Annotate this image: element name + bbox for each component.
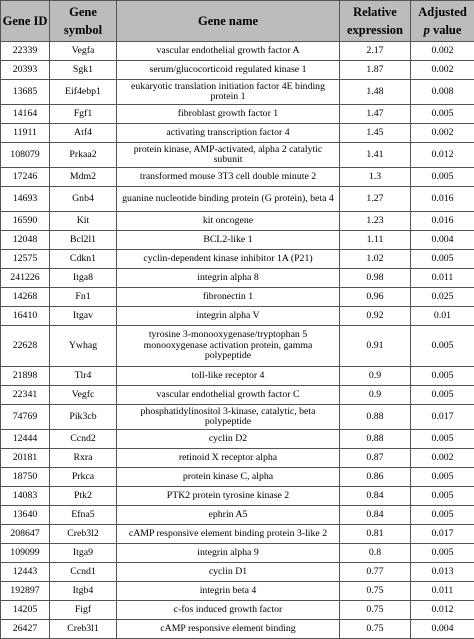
table-row (1, 563, 474, 582)
table-row (1, 168, 474, 187)
cell-gene-id: 17246 (1, 168, 50, 187)
cell-gene-id: 241226 (1, 269, 50, 288)
cell-adjusted-p-value: 0.017 (411, 525, 474, 544)
cell-gene-symbol: Prkaa2 (50, 143, 117, 168)
cell-gene-name: toll-like receptor 4 (117, 367, 340, 386)
cell-gene-id: 20181 (1, 449, 50, 468)
cell-relative-expression: 1.11 (340, 231, 411, 250)
header-row (1, 1, 474, 42)
cell-adjusted-p-value: 0.016 (411, 187, 474, 212)
cell-gene-symbol: Fgf1 (50, 105, 117, 124)
cell-adjusted-p-value: 0.013 (411, 563, 474, 582)
cell-gene-symbol: Fn1 (50, 288, 117, 307)
cell-relative-expression: 0.96 (340, 288, 411, 307)
table-row (1, 269, 474, 288)
cell-gene-id: 12048 (1, 231, 50, 250)
cell-adjusted-p-value: 0.025 (411, 288, 474, 307)
cell-gene-name: fibroblast growth factor 1 (117, 105, 340, 124)
cell-adjusted-p-value: 0.005 (411, 367, 474, 386)
cell-gene-name: retinoid X receptor alpha (117, 449, 340, 468)
cell-adjusted-p-value: 0.002 (411, 42, 474, 61)
cell-gene-id: 208647 (1, 525, 50, 544)
cell-gene-name: phosphatidylinositol 3-kinase, catalytic, beta polypeptide (117, 405, 340, 430)
cell-gene-name: cyclin D2 (117, 430, 340, 449)
cell-adjusted-p-value: 0.008 (411, 80, 474, 105)
cell-gene-symbol: Gnb4 (50, 187, 117, 212)
header-gene-symbol: Gene symbol (50, 1, 117, 42)
cell-gene-name: cyclin D1 (117, 563, 340, 582)
cell-relative-expression: 1.87 (340, 61, 411, 80)
cell-gene-id: 12575 (1, 250, 50, 269)
cell-gene-id: 18750 (1, 468, 50, 487)
cell-gene-id: 11911 (1, 124, 50, 143)
cell-adjusted-p-value: 0.002 (411, 61, 474, 80)
cell-gene-name: transformed mouse 3T3 cell double minute 2 (117, 168, 340, 187)
table-row (1, 307, 474, 326)
cell-relative-expression: 0.81 (340, 525, 411, 544)
cell-relative-expression: 1.48 (340, 80, 411, 105)
cell-gene-symbol: Bcl2l1 (50, 231, 117, 250)
cell-gene-symbol: Prkca (50, 468, 117, 487)
table-row (1, 525, 474, 544)
cell-gene-symbol: Itga9 (50, 544, 117, 563)
table-row (1, 288, 474, 307)
table-row (1, 386, 474, 405)
cell-relative-expression: 1.02 (340, 250, 411, 269)
cell-gene-name: protein kinase C, alpha (117, 468, 340, 487)
cell-gene-name: kit oncogene (117, 212, 340, 231)
cell-gene-id: 14693 (1, 187, 50, 212)
table-row (1, 212, 474, 231)
cell-relative-expression: 0.75 (340, 601, 411, 620)
cell-adjusted-p-value: 0.005 (411, 468, 474, 487)
cell-gene-name: integrin alpha 8 (117, 269, 340, 288)
cell-gene-id: 12443 (1, 563, 50, 582)
cell-gene-id: 14205 (1, 601, 50, 620)
header-relative-expression: Relative expression (340, 1, 411, 42)
cell-gene-name: cyclin-dependent kinase inhibitor 1A (P21) (117, 250, 340, 269)
cell-adjusted-p-value: 0.005 (411, 168, 474, 187)
cell-adjusted-p-value: 0.002 (411, 449, 474, 468)
cell-gene-symbol: Mdm2 (50, 168, 117, 187)
cell-gene-id: 22628 (1, 326, 50, 367)
cell-gene-id: 14268 (1, 288, 50, 307)
cell-gene-id: 16590 (1, 212, 50, 231)
cell-gene-id: 21898 (1, 367, 50, 386)
cell-gene-symbol: Eif4ebp1 (50, 80, 117, 105)
cell-relative-expression: 0.8 (340, 544, 411, 563)
cell-relative-expression: 0.87 (340, 449, 411, 468)
cell-gene-id: 108079 (1, 143, 50, 168)
cell-gene-name: integrin beta 4 (117, 582, 340, 601)
cell-gene-symbol: Itgb4 (50, 582, 117, 601)
cell-gene-name: vascular endothelial growth factor C (117, 386, 340, 405)
cell-relative-expression: 0.84 (340, 487, 411, 506)
cell-gene-symbol: Itga8 (50, 269, 117, 288)
cell-gene-name: c-fos induced growth factor (117, 601, 340, 620)
cell-relative-expression: 1.23 (340, 212, 411, 231)
cell-relative-expression: 0.77 (340, 563, 411, 582)
cell-relative-expression: 0.84 (340, 506, 411, 525)
cell-gene-symbol: Creb3l2 (50, 525, 117, 544)
cell-gene-symbol: Ccnd1 (50, 563, 117, 582)
cell-gene-symbol: Itgav (50, 307, 117, 326)
cell-relative-expression: 0.91 (340, 326, 411, 367)
cell-gene-symbol: Efna5 (50, 506, 117, 525)
cell-gene-id: 14083 (1, 487, 50, 506)
cell-adjusted-p-value: 0.005 (411, 430, 474, 449)
cell-gene-id: 22341 (1, 386, 50, 405)
cell-relative-expression: 0.88 (340, 405, 411, 430)
cell-gene-name: BCL2-like 1 (117, 231, 340, 250)
header-adjusted-p-value: Adjusted p value (411, 1, 474, 42)
table-row (1, 326, 474, 367)
cell-adjusted-p-value: 0.004 (411, 231, 474, 250)
cell-gene-id: 192897 (1, 582, 50, 601)
table-row (1, 143, 474, 168)
cell-gene-name: integrin alpha 9 (117, 544, 340, 563)
cell-adjusted-p-value: 0.005 (411, 105, 474, 124)
table-row (1, 601, 474, 620)
cell-relative-expression: 1.41 (340, 143, 411, 168)
cell-adjusted-p-value: 0.004 (411, 620, 474, 639)
cell-gene-symbol: Creb3l1 (50, 620, 117, 639)
table-row (1, 582, 474, 601)
cell-gene-symbol: Cdkn1 (50, 250, 117, 269)
cell-gene-symbol: Pik3cb (50, 405, 117, 430)
cell-adjusted-p-value: 0.005 (411, 487, 474, 506)
cell-adjusted-p-value: 0.012 (411, 601, 474, 620)
cell-gene-symbol: Ptk2 (50, 487, 117, 506)
cell-gene-name: cAMP responsive element binding (117, 620, 340, 639)
cell-relative-expression: 0.75 (340, 582, 411, 601)
table-row (1, 187, 474, 212)
cell-relative-expression: 0.92 (340, 307, 411, 326)
cell-adjusted-p-value: 0.005 (411, 544, 474, 563)
cell-gene-name: serum/glucocorticoid regulated kinase 1 (117, 61, 340, 80)
cell-gene-symbol: Kit (50, 212, 117, 231)
cell-adjusted-p-value: 0.016 (411, 212, 474, 231)
cell-adjusted-p-value: 0.005 (411, 506, 474, 525)
table-row (1, 250, 474, 269)
cell-relative-expression: 1.47 (340, 105, 411, 124)
table-row (1, 620, 474, 639)
table-row (1, 405, 474, 430)
cell-gene-id: 74769 (1, 405, 50, 430)
cell-gene-symbol: Ywhag (50, 326, 117, 367)
cell-gene-name: cAMP responsive element binding protein 3-like 2 (117, 525, 340, 544)
cell-relative-expression: 1.45 (340, 124, 411, 143)
cell-gene-name: fibronectin 1 (117, 288, 340, 307)
cell-adjusted-p-value: 0.012 (411, 143, 474, 168)
table-row (1, 124, 474, 143)
cell-relative-expression: 1.27 (340, 187, 411, 212)
table-row (1, 42, 474, 61)
cell-gene-symbol: Rxra (50, 449, 117, 468)
cell-gene-symbol: Sgk1 (50, 61, 117, 80)
cell-gene-symbol: Ccnd2 (50, 430, 117, 449)
cell-relative-expression: 0.75 (340, 620, 411, 639)
cell-gene-name: integrin alpha V (117, 307, 340, 326)
cell-adjusted-p-value: 0.005 (411, 326, 474, 367)
cell-gene-id: 14164 (1, 105, 50, 124)
cell-adjusted-p-value: 0.005 (411, 386, 474, 405)
cell-relative-expression: 0.86 (340, 468, 411, 487)
cell-adjusted-p-value: 0.011 (411, 582, 474, 601)
cell-gene-symbol: Tlr4 (50, 367, 117, 386)
cell-gene-id: 13685 (1, 80, 50, 105)
cell-adjusted-p-value: 0.005 (411, 250, 474, 269)
table-row (1, 367, 474, 386)
header-gene-id: Gene ID (1, 1, 50, 42)
cell-adjusted-p-value: 0.017 (411, 405, 474, 430)
table-row (1, 105, 474, 124)
cell-gene-id: 12444 (1, 430, 50, 449)
table-row (1, 506, 474, 525)
cell-gene-symbol: Figf (50, 601, 117, 620)
cell-relative-expression: 0.88 (340, 430, 411, 449)
cell-relative-expression: 0.9 (340, 386, 411, 405)
table-row (1, 61, 474, 80)
cell-gene-symbol: Atf4 (50, 124, 117, 143)
table-row (1, 468, 474, 487)
cell-gene-id: 26427 (1, 620, 50, 639)
cell-adjusted-p-value: 0.011 (411, 269, 474, 288)
cell-gene-id: 13640 (1, 506, 50, 525)
table-row (1, 430, 474, 449)
cell-gene-id: 16410 (1, 307, 50, 326)
cell-relative-expression: 2.17 (340, 42, 411, 61)
header-gene-name: Gene name (117, 1, 340, 42)
table-row (1, 487, 474, 506)
cell-adjusted-p-value: 0.002 (411, 124, 474, 143)
cell-gene-id: 22339 (1, 42, 50, 61)
table-row (1, 449, 474, 468)
cell-gene-name: guanine nucleotide binding protein (G protein), beta 4 (117, 187, 340, 212)
cell-relative-expression: 0.98 (340, 269, 411, 288)
table-row (1, 80, 474, 105)
table-row (1, 544, 474, 563)
cell-gene-name: eukaryotic translation initiation factor 4E binding protein 1 (117, 80, 340, 105)
cell-gene-id: 109099 (1, 544, 50, 563)
table-body (1, 42, 474, 639)
cell-gene-name: activating transcription factor 4 (117, 124, 340, 143)
cell-gene-symbol: Vegfc (50, 386, 117, 405)
cell-relative-expression: 1.3 (340, 168, 411, 187)
cell-gene-name: protein kinase, AMP-activated, alpha 2 catalytic subunit (117, 143, 340, 168)
cell-adjusted-p-value: 0.01 (411, 307, 474, 326)
cell-gene-name: vascular endothelial growth factor A (117, 42, 340, 61)
cell-gene-name: PTK2 protein tyrosine kinase 2 (117, 487, 340, 506)
table-row (1, 231, 474, 250)
cell-gene-name: ephrin A5 (117, 506, 340, 525)
cell-gene-name: tyrosine 3-monooxygenase/tryptophan 5 monooxygenase activation protein, gamma polypeptide (117, 326, 340, 367)
cell-gene-id: 20393 (1, 61, 50, 80)
cell-relative-expression: 0.9 (340, 367, 411, 386)
cell-gene-symbol: Vegfa (50, 42, 117, 61)
